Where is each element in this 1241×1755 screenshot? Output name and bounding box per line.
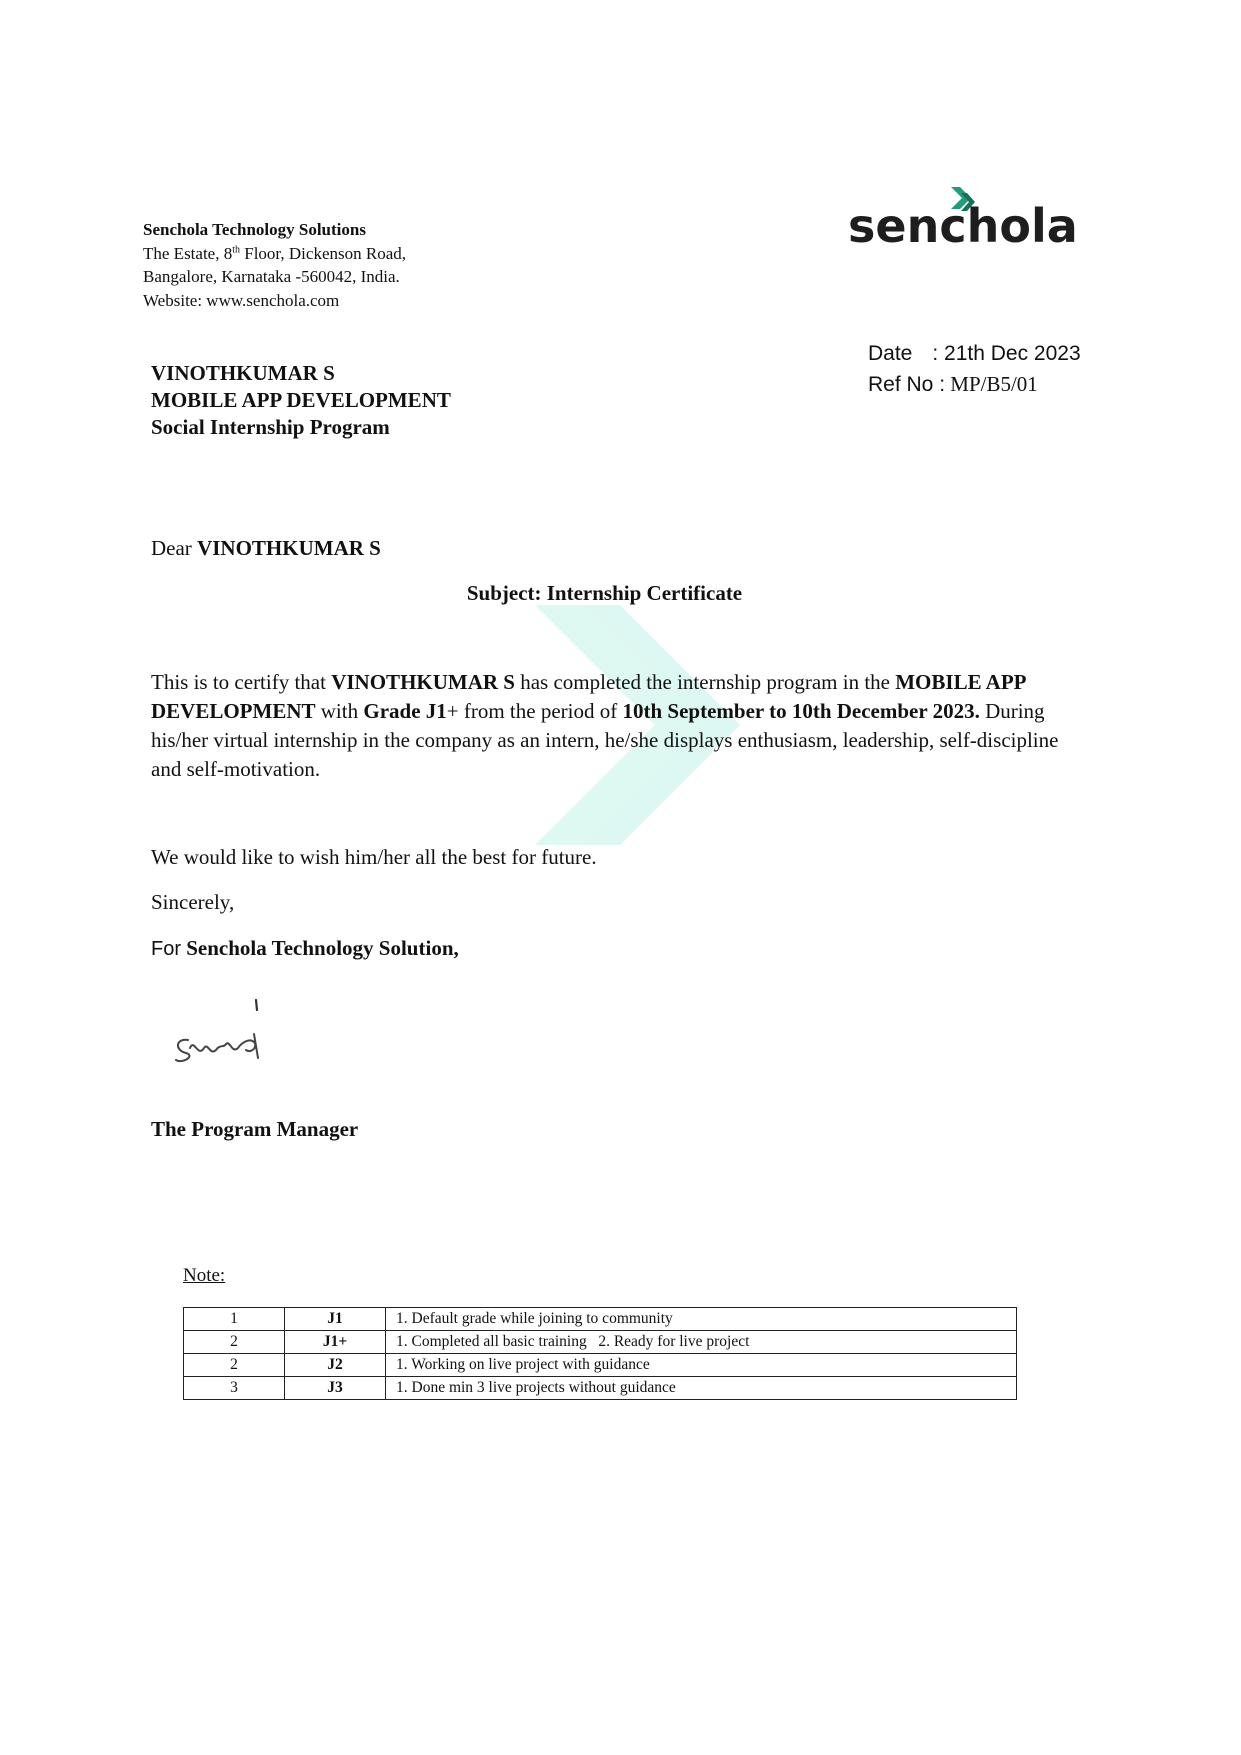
table-row (184, 1331, 1017, 1354)
company-website: Website: www.senchola.com (143, 290, 340, 310)
grade-table (183, 1307, 1017, 1400)
address-line-2: Bangalore, Karnataka -560042, India. (143, 267, 400, 286)
signature-scribble (168, 998, 278, 1078)
ref-value: MP/B5/01 (950, 372, 1038, 396)
date-label: Date (868, 342, 913, 365)
table-row (184, 1354, 1017, 1377)
note-label: Note: (183, 1265, 226, 1286)
closing: Sincerely, (151, 890, 235, 914)
company-address-block (143, 218, 406, 312)
recipient-domain: MOBILE APP DEVELOPMENT (151, 388, 451, 412)
table-row (184, 1308, 1017, 1331)
for-company-line: For Senchola Technology Solution, (151, 936, 459, 960)
ref-line (868, 369, 1081, 400)
row-number: 2 (184, 1331, 285, 1354)
row-number: 2 (184, 1354, 285, 1377)
recipient-block (151, 360, 451, 441)
row-number: 1 (184, 1308, 285, 1331)
signatory-title: The Program Manager (151, 1117, 359, 1141)
company-name: Senchola Technology Solutions (143, 220, 366, 239)
letter-meta (868, 338, 1081, 400)
row-number: 3 (184, 1377, 285, 1400)
date-line (868, 338, 1081, 369)
row-grade: J3 (285, 1377, 386, 1400)
recipient-program: Social Internship Program (151, 415, 390, 439)
letter-subject: Subject: Internship Certificate (466, 581, 743, 605)
row-grade: J1 (285, 1308, 386, 1331)
certificate-body: This is to certify that VINOTHKUMAR S has completed the internship program in the MOBILE APP DEVELOPMENT with Grade J1+ from the period of 10th September to 10th December 2023. During his/her virtual internship in the company as an intern, he/she displays enthusiasm, leadership, self-discipline and self-motivation. (151, 670, 1059, 781)
date-value: : 21th Dec 2023 (932, 342, 1081, 365)
row-description: 1. Default grade while joining to community (386, 1308, 1017, 1331)
row-description: 1. Done min 3 live projects without guidance (386, 1377, 1017, 1400)
address-line-1: The Estate, 8th Floor, Dickenson Road, (143, 243, 406, 263)
senchola-logo (848, 192, 1078, 262)
row-grade: J1+ (285, 1331, 386, 1354)
row-description: 1. Working on live project with guidance (386, 1354, 1017, 1377)
row-grade: J2 (285, 1354, 386, 1377)
salutation: Dear VINOTHKUMAR S (151, 536, 381, 560)
recipient-name: VINOTHKUMAR S (151, 361, 335, 385)
logo-wordmark: senchola (848, 199, 1078, 253)
table-row (184, 1377, 1017, 1400)
row-description: 1. Completed all basic training 2. Ready for live project (386, 1331, 1017, 1354)
wish-line: We would like to wish him/her all the best for future. (151, 845, 597, 869)
ref-label: Ref No : (868, 373, 946, 396)
